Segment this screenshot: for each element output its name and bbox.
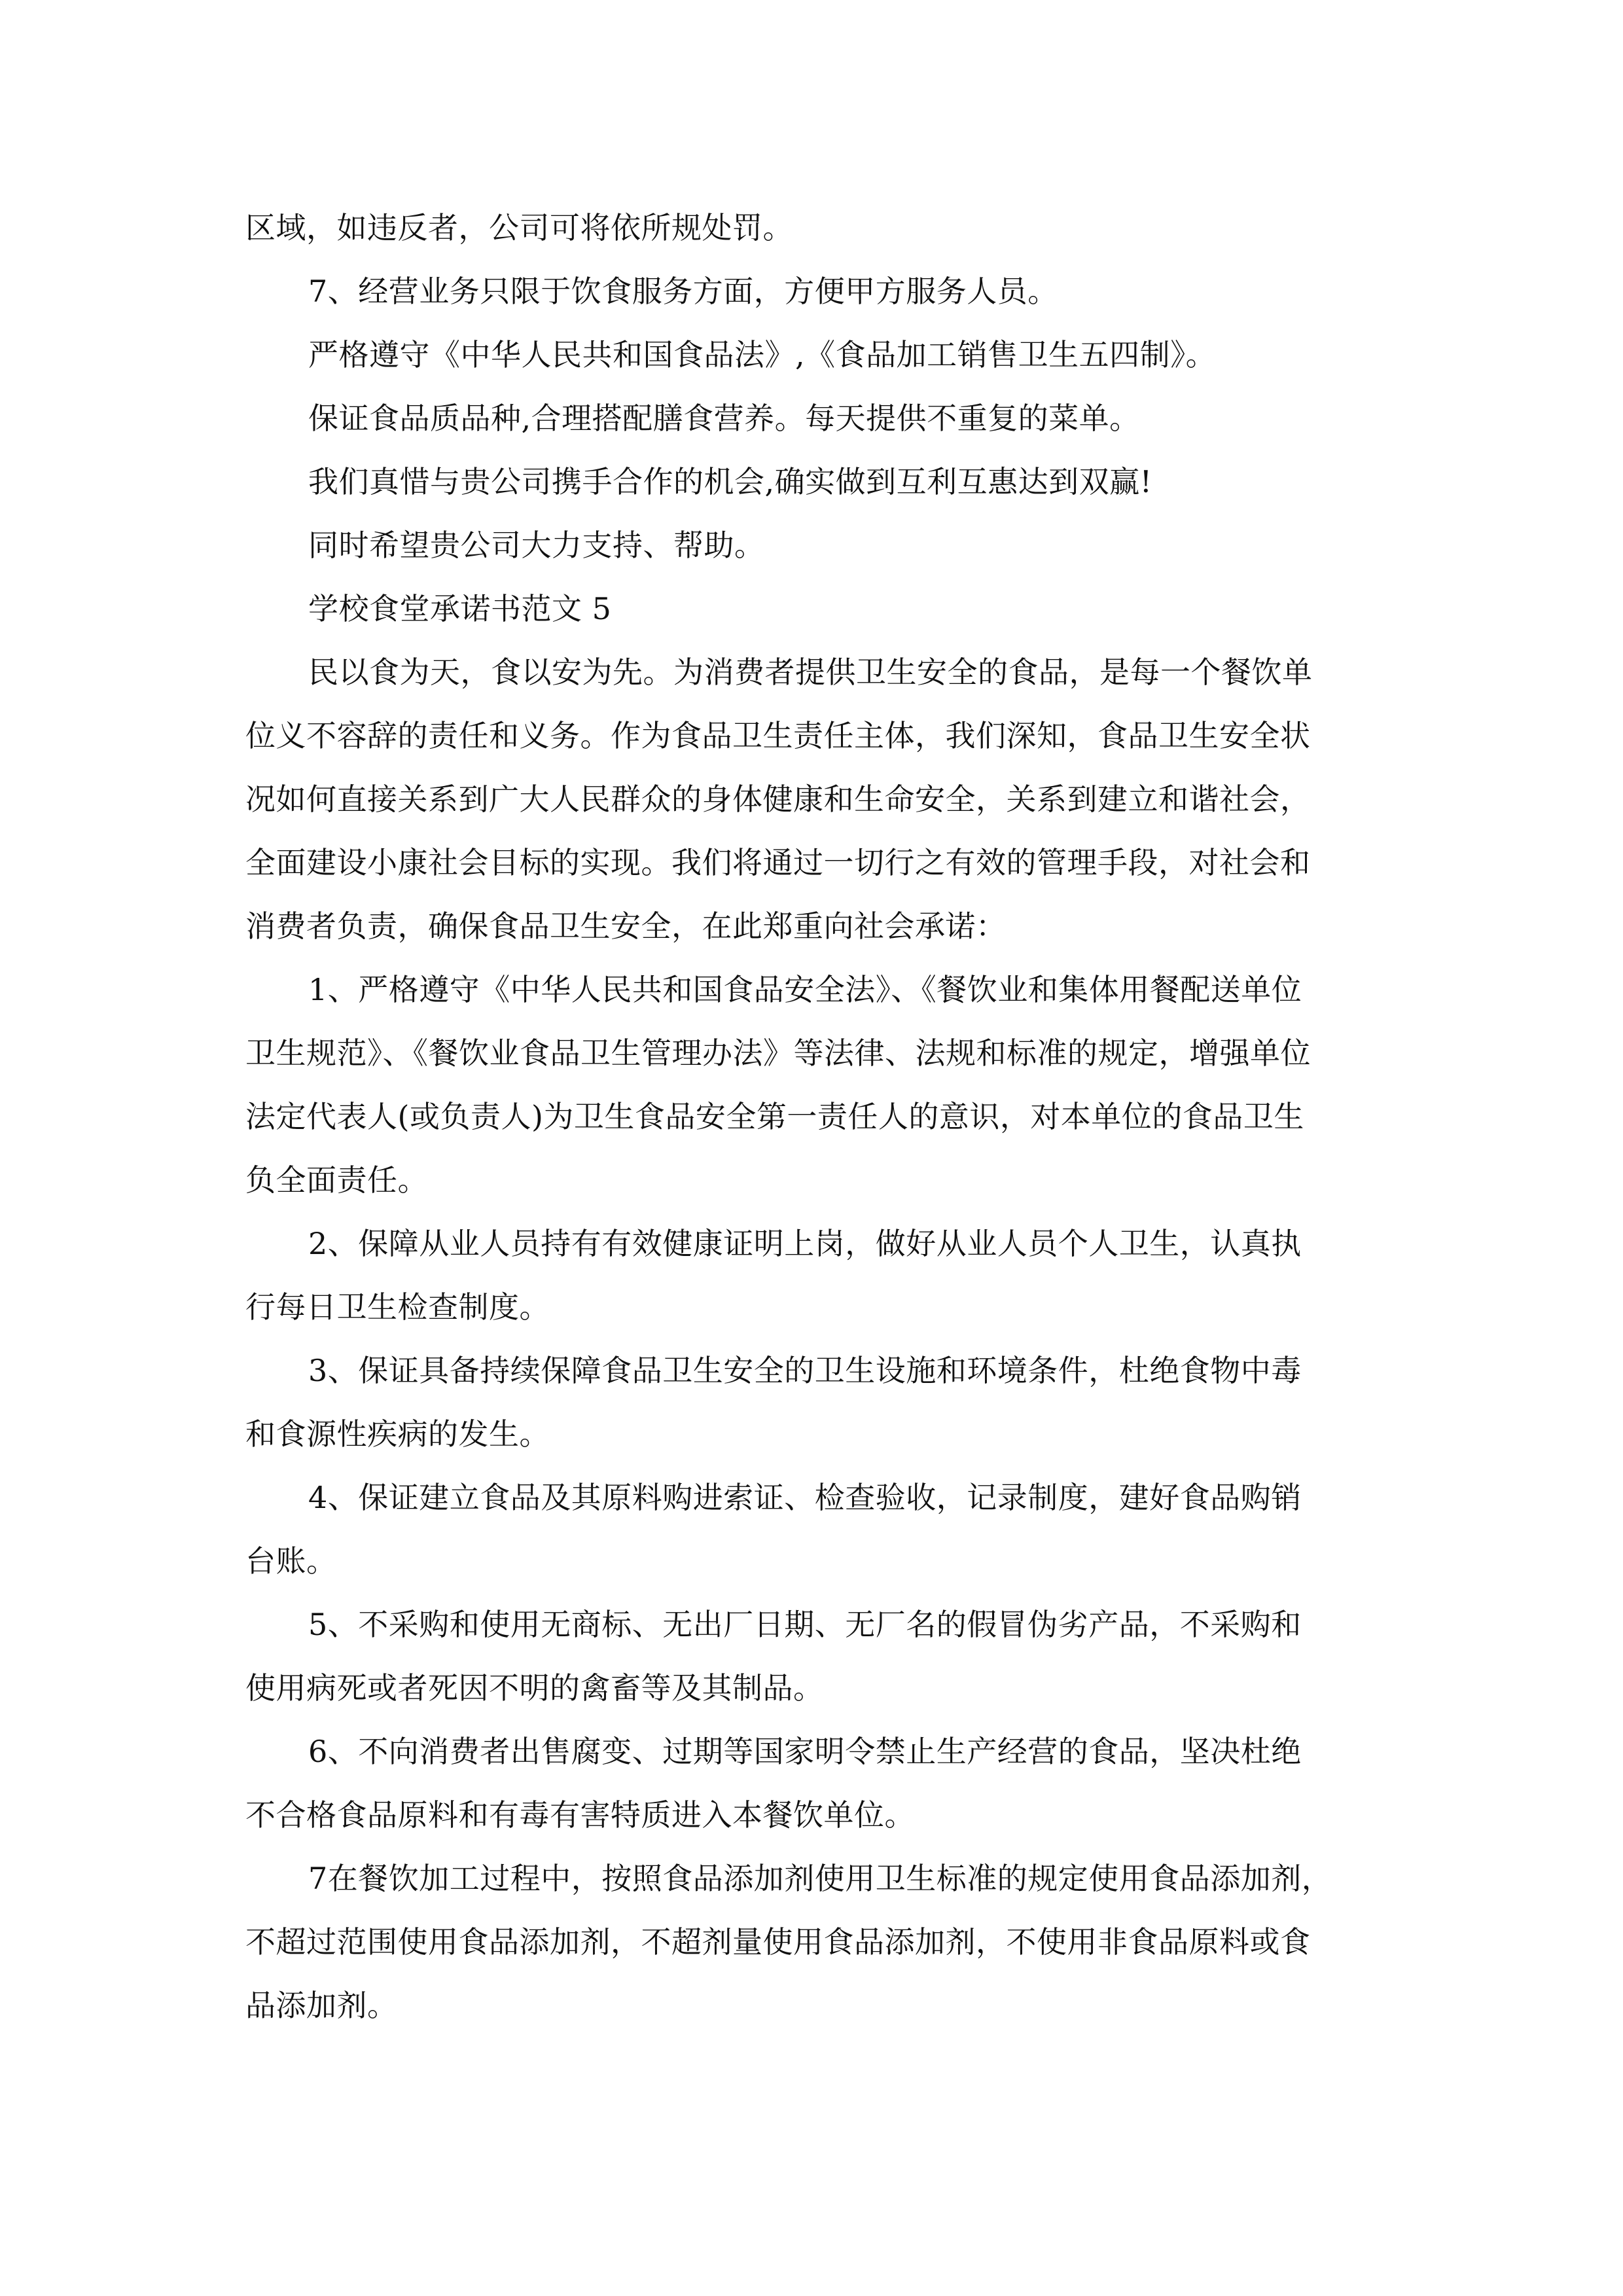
text-line: 3、保证具备持续保障食品卫生安全的卫生设施和环境条件，杜绝食物中毒 (308, 1353, 1302, 1388)
text-line: 5、不采购和使用无商标、无出厂日期、无厂名的假冒伪劣产品，不采购和 (308, 1607, 1302, 1642)
text-line: 使用病死或者死因不明的禽畜等及其制品。 (245, 1670, 824, 1706)
text-line: 区域，如违反者，公司可将依所规处罚。 (245, 210, 793, 245)
text-line: 7、经营业务只限于饮食服务方面，方便甲方服务人员。 (308, 274, 1058, 309)
text-line: 行每日卫生检查制度。 (245, 1289, 550, 1325)
text-line: 保证食品质品种,合理搭配膳食营养。每天提供不重复的菜单。 (308, 401, 1140, 436)
text-line: 负全面责任。 (245, 1162, 428, 1198)
text-line: 法定代表人(或负责人)为卫生食品安全第一责任人的意识，对本单位的食品卫生 (245, 1099, 1304, 1134)
text-line: 品添加剂。 (245, 1988, 398, 2023)
text-line: 4、保证建立食品及其原料购进索证、检查验收，记录制度，建好食品购销 (308, 1480, 1302, 1515)
text-line: 消费者负责，确保食品卫生安全，在此郑重向社会承诺： (245, 908, 1007, 944)
text-line: 台账。 (245, 1543, 337, 1579)
text-line: 不超过范围使用食品添加剂，不超剂量使用食品添加剂，不使用非食品原料或食 (245, 1924, 1311, 1960)
text-line: 不合格食品原料和有毒有害特质进入本餐饮单位。 (245, 1797, 915, 1833)
text-line: 全面建设小康社会目标的实现。我们将通过一切行之有效的管理手段，对社会和 (245, 845, 1311, 880)
text-line: 和食源性疾病的发生。 (245, 1416, 550, 1452)
text-line: 我们真惜与贵公司携手合作的机会,确实做到互利互惠达到双赢! (308, 464, 1152, 499)
text-line: 同时希望贵公司大力支持、帮助。 (308, 528, 765, 563)
text-line: 2、保障从业人员持有有效健康证明上岗，做好从业人员个人卫生，认真执 (308, 1226, 1302, 1261)
text-line: 1、严格遵守《中华人民共和国食品安全法》、《餐饮业和集体用餐配送单位 (308, 972, 1302, 1007)
text-line: 况如何直接关系到广大人民群众的身体健康和生命安全，关系到建立和谐社会， (245, 781, 1311, 817)
document-body (245, 196, 1381, 2037)
text-line: 卫生规范》、《餐饮业食品卫生管理办法》等法律、法规和标准的规定，增强单位 (245, 1035, 1311, 1071)
text-line: 严格遵守《中华人民共和国食品法》,《食品加工销售卫生五四制》。 (308, 337, 1217, 372)
section-heading: 学校食堂承诺书范文 5 (308, 591, 612, 626)
text-line: 7在餐饮加工过程中，按照食品添加剂使用卫生标准的规定使用食品添加剂， (308, 1861, 1332, 1896)
text-line: 位义不容辞的责任和义务。作为食品卫生责任主体，我们深知，食品卫生安全状 (245, 718, 1311, 753)
text-line: 民以食为天，食以安为先。为消费者提供卫生安全的食品，是每一个餐饮单 (308, 655, 1313, 690)
text-line: 6、不向消费者出售腐变、过期等国家明令禁止生产经营的食品，坚决杜绝 (308, 1734, 1302, 1769)
